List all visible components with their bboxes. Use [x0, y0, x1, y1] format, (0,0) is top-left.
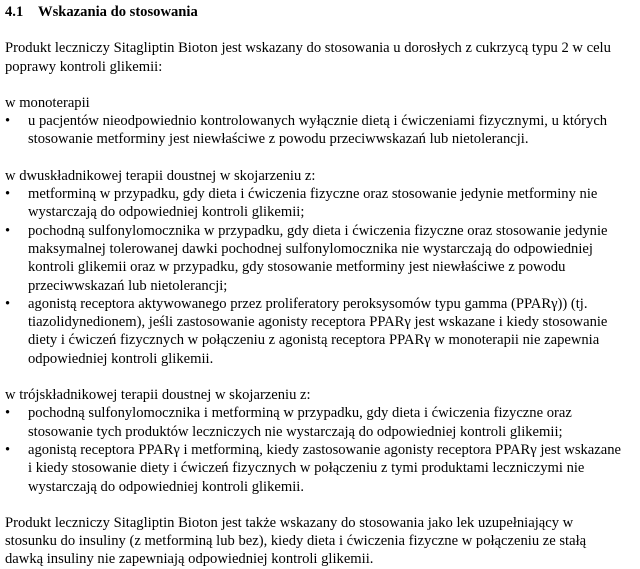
section-heading — [5, 3, 625, 21]
list-item-text: agonistą receptora PPARγ i metforminą, kiedy zastosowanie agonisty receptora PPARγ jest wskazane i kiedy stosowanie diety i ćwiczeń fizycznych w połączeniu z tymi produktami leczniczymi nie wystarczają do odpowiedniej kontroli glikemii. — [28, 441, 622, 495]
bullet-marker: • — [5, 405, 11, 422]
monotherapy-list — [5, 112, 625, 149]
triple-therapy-list — [5, 404, 625, 495]
list-item-text: u pacjentów nieodpowiednio kontrolowanych wyłącznie dietą i ćwiczeniami fizycznymi, u których stosowanie metforminy jest niewłaściwe z powodu przeciwwskazań lub nietolerancji. — [28, 113, 608, 148]
dual-therapy-list — [5, 185, 625, 368]
list-item-text: metforminą w przypadku, gdy dieta i ćwiczenia fizyczne oraz stosowanie jedynie metforminy nie wystarczają do odpowiedniej kontroli glikemii; — [28, 186, 598, 221]
group-label-monotherapy: w monoterapii — [5, 94, 90, 111]
list-item — [5, 185, 625, 222]
group-label-triple-therapy: w trójskładnikowej terapii doustnej w skojarzeniu z: — [5, 387, 311, 404]
section-number: 4.1 — [5, 4, 24, 20]
list-item — [5, 112, 625, 149]
intro-paragraph: Produkt leczniczy Sitagliptin Bioton jest wskazany do stosowania u dorosłych z cukrzycą typu 2 w celu poprawy kontroli glikemii: — [5, 40, 611, 75]
list-item — [5, 441, 625, 496]
bullet-marker: • — [5, 186, 11, 203]
bullet-marker: • — [5, 222, 11, 239]
list-item — [5, 295, 625, 368]
closing-paragraph: Produkt leczniczy Sitagliptin Bioton jest także wskazany do stosowania jako lek uzupełniający w stosunku do insuliny (z metforminą lub bez), kiedy dieta i ćwiczenia fizyczne w połączeniu ze stałą dawką insuliny nie zapewniają odpowiedniej kontroli glikemii. — [5, 514, 587, 568]
bullet-marker: • — [5, 441, 11, 458]
list-item-text: agonistą receptora aktywowanego przez proliferatory peroksysomów typu gamma (PPARγ)) (tj. tiazolidynedionem), jeśli zastosowanie agonisty receptora PPARγ jest wskazane i kiedy stosowanie diety i ćwiczeń fizycznych w połączeniu z agonistą receptora PPARγ w monoterapii nie zapewnia odpowiedniej kontroli glikemii. — [28, 295, 608, 367]
document-body — [5, 3, 625, 569]
section-title: Wskazania do stosowania — [38, 4, 198, 20]
group-label-dual-therapy: w dwuskładnikowej terapii doustnej w skojarzeniu z: — [5, 167, 316, 184]
list-item — [5, 404, 625, 441]
list-item — [5, 222, 625, 295]
bullet-marker: • — [5, 113, 11, 130]
list-item-text: pochodną sulfonylomocznika w przypadku, gdy dieta i ćwiczenia fizyczne oraz stosowanie jedynie maksymalnej tolerowanej dawki pochodnej sulfonylomocznika nie wystarczają do odpowiedniej kontroli glikemii oraz w przypadku, gdy stosowanie metforminy jest niewłaściwe z powodu przeciwwskazań lub nietolerancji; — [28, 222, 608, 294]
list-item-text: pochodną sulfonylomocznika i metforminą w przypadku, gdy dieta i ćwiczenia fizyczne oraz stosowanie tych produktów leczniczych nie wystarczają do odpowiedniej kontroli glikemii; — [28, 405, 572, 440]
bullet-marker: • — [5, 295, 11, 312]
